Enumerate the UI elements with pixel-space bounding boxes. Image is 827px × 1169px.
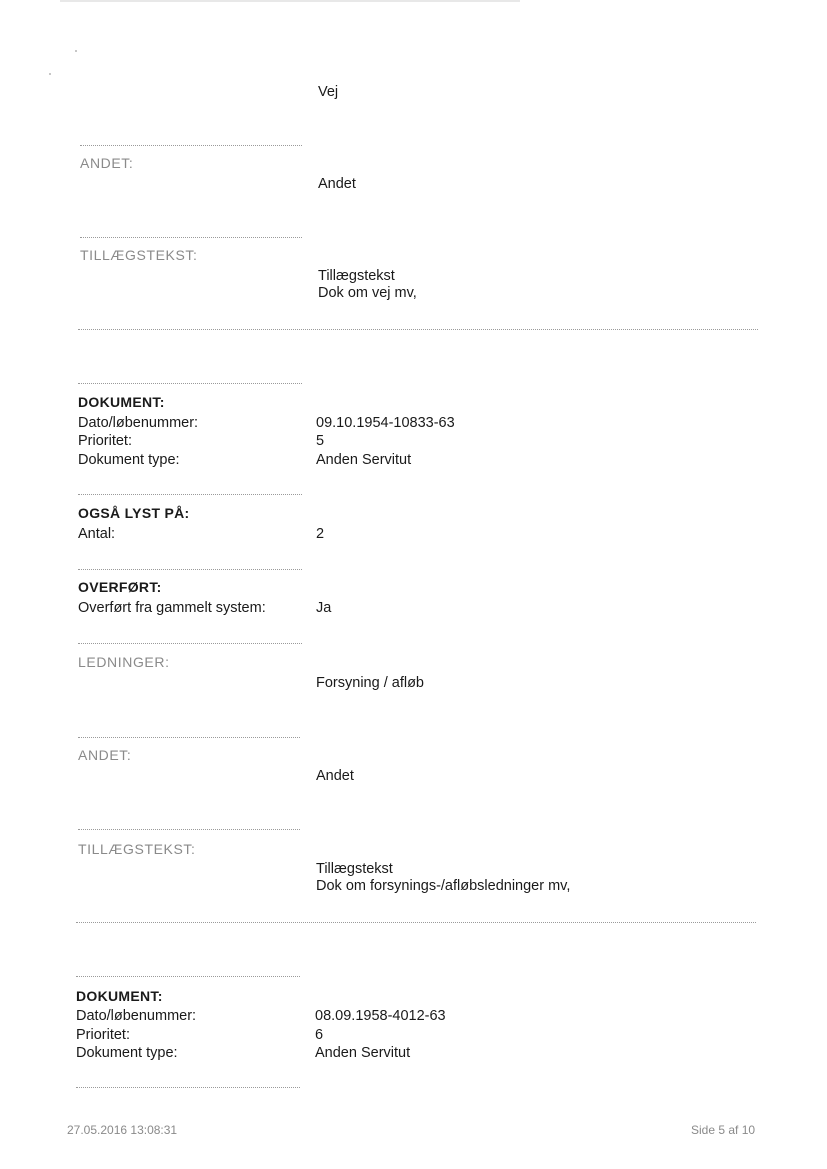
dokument-header: DOKUMENT: bbox=[78, 394, 165, 410]
dokument-type-label: Dokument type: bbox=[78, 452, 180, 468]
dato-label: Dato/løbenummer: bbox=[76, 1008, 197, 1024]
divider bbox=[78, 494, 302, 495]
prioritet-value: 6 bbox=[315, 1027, 324, 1043]
antal-label: Antal: bbox=[78, 526, 116, 542]
prioritet-label: Prioritet: bbox=[78, 433, 132, 449]
divider bbox=[80, 145, 302, 146]
tillaegstekst-header: TILLÆGSTEKST: bbox=[80, 247, 198, 263]
andet-header: ANDET: bbox=[78, 747, 132, 763]
divider bbox=[78, 829, 300, 830]
dokument-header: DOKUMENT: bbox=[76, 988, 163, 1004]
tillaegstekst-header: TILLÆGSTEKST: bbox=[78, 841, 196, 857]
vej-value: Vej bbox=[318, 84, 339, 100]
overfoert-label: Overført fra gammelt system: bbox=[78, 600, 266, 616]
ogsaa-lyst-paa-header: OGSÅ LYST PÅ: bbox=[78, 505, 190, 521]
overfoert-value: Ja bbox=[316, 600, 332, 616]
tillaegstekst-title: Tillægstekst bbox=[318, 268, 395, 284]
ledninger-value: Forsyning / afløb bbox=[316, 675, 424, 691]
divider bbox=[78, 737, 300, 738]
andet-value: Andet bbox=[318, 176, 356, 192]
dokument-type-label: Dokument type: bbox=[76, 1045, 178, 1061]
dato-value: 08.09.1958-4012-63 bbox=[315, 1008, 446, 1024]
dato-label: Dato/løbenummer: bbox=[78, 415, 199, 431]
dokument-type-value: Anden Servitut bbox=[316, 452, 412, 468]
overfoert-header: OVERFØRT: bbox=[78, 579, 162, 595]
divider bbox=[80, 237, 302, 238]
footer-page-number: Side 5 af 10 bbox=[691, 1123, 756, 1137]
scan-top-edge bbox=[60, 0, 520, 2]
andet-value: Andet bbox=[316, 768, 354, 784]
ledninger-header: LEDNINGER: bbox=[78, 654, 170, 670]
divider bbox=[78, 383, 302, 384]
divider bbox=[78, 643, 302, 644]
prioritet-label: Prioritet: bbox=[76, 1027, 130, 1043]
section-divider bbox=[78, 329, 758, 330]
divider bbox=[76, 1087, 300, 1088]
footer-timestamp: 27.05.2016 13:08:31 bbox=[67, 1123, 178, 1137]
prioritet-value: 5 bbox=[316, 433, 325, 449]
scan-speck bbox=[49, 73, 51, 75]
divider bbox=[78, 569, 302, 570]
antal-value: 2 bbox=[316, 526, 325, 542]
scan-speck bbox=[75, 50, 77, 52]
tillaegstekst-text: Dok om vej mv, bbox=[318, 285, 417, 301]
divider bbox=[76, 976, 300, 977]
tillaegstekst-title: Tillægstekst bbox=[316, 861, 393, 877]
tillaegstekst-text: Dok om forsynings-/afløbsledninger mv, bbox=[316, 878, 571, 894]
section-divider bbox=[76, 922, 756, 923]
andet-header: ANDET: bbox=[80, 155, 134, 171]
dokument-type-value: Anden Servitut bbox=[315, 1045, 411, 1061]
dato-value: 09.10.1954-10833-63 bbox=[316, 415, 455, 431]
